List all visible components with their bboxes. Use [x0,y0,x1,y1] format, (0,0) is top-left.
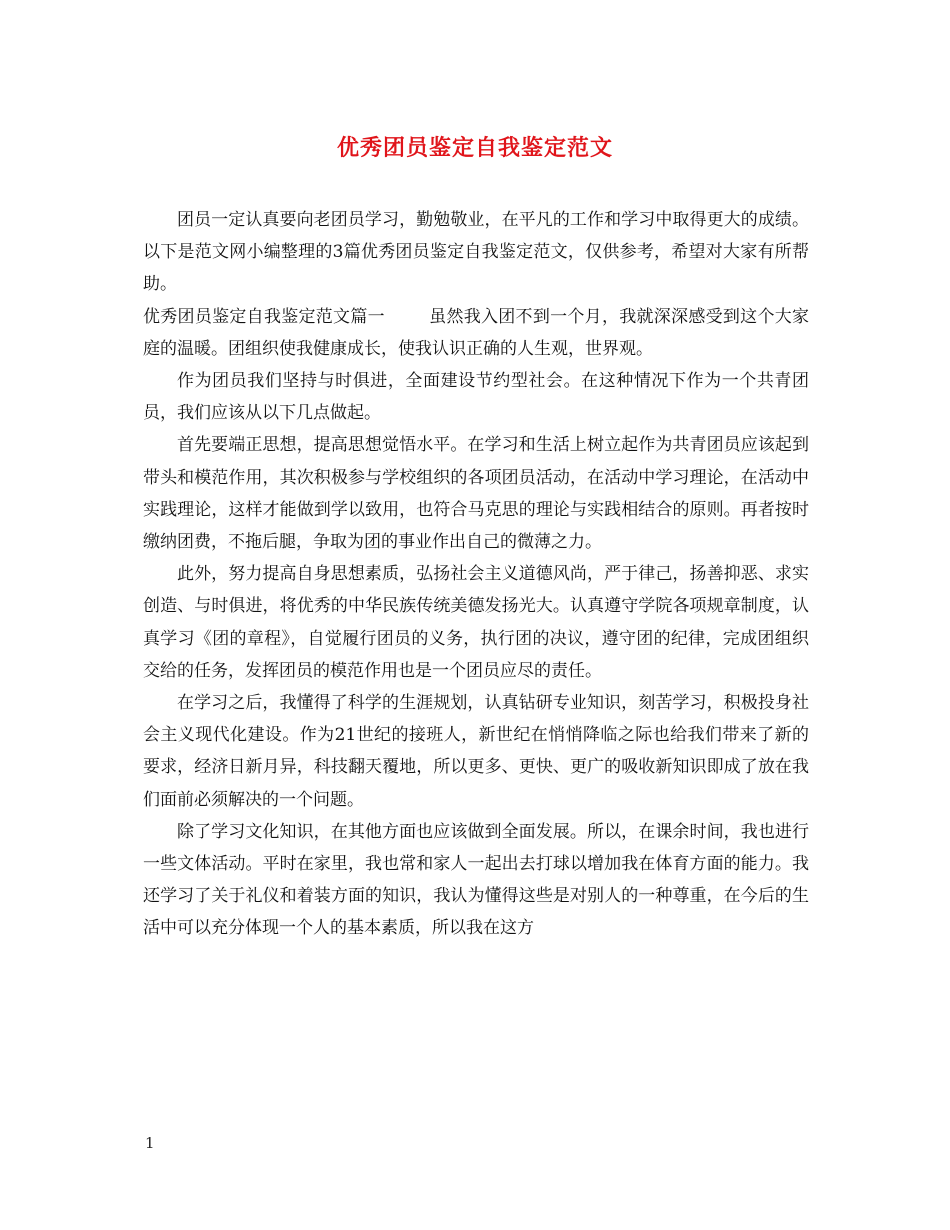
section-heading: 优秀团员鉴定自我鉴定范文篇一 [143,306,385,327]
body-paragraph: 首先要端正思想，提高思想觉悟水平。在学习和生活上树立起作为共青团员应该起到带头和模范作用，其次积极参与学校组织的各项团员活动，在活动中学习理论，在活动中实践理论，这样才能做到学以致用，也符合马克思的理论与实践相结合的原则。再者按时缴纳团费，不拖后腿，争取为团的事业作出自己的微薄之力。 [143,435,809,553]
body-paragraph: 作为团员我们坚持与时俱进，全面建设节约型社会。在这种情况下作为一个共青团员，我们应该从以下几点做起。 [143,371,809,424]
page-number: 1 [145,1134,155,1152]
document-body [143,204,809,945]
intro-paragraph: 团员一定认真要向老团员学习，勤勉敬业，在平凡的工作和学习中取得更大的成绩。以下是范文网小编整理的3篇优秀团员鉴定自我鉴定范文，仅供参考，希望对大家有所帮助。 [143,210,809,295]
document-title: 优秀团员鉴定自我鉴定范文 [336,135,613,161]
body-paragraph: 除了学习文化知识，在其他方面也应该做到全面发展。所以，在课余时间，我也进行一些文体活动。平时在家里，我也常和家人一起出去打球以增加我在体育方面的能力。我还学习了关于礼仪和着装方面的知识，我认为懂得这些是对别人的一种尊重，在今后的生活中可以充分体现一个人的基本素质，所以我在这方 [143,821,809,939]
section-first-text: 虽然我入团不到一个月，我就深深感受到这个大家庭的温暖。团组织使我健康成长，使我认识正确的人生观，世界观。 [143,306,810,359]
body-paragraph: 在学习之后，我懂得了科学的生涯规划，认真钻研专业知识，刻苦学习，积极投身社会主义现代化建设。作为21世纪的接班人，新世纪在悄悄降临之际也给我们带来了新的要求，经济日新月异，科技翻天覆地，所以更多、更快、更广的吸收新知识即成了放在我们面前必须解决的一个问题。 [143,693,809,810]
body-paragraph: 此外，努力提高自身思想素质，弘扬社会主义道德风尚，严于律己，扬善抑恶、求实创造、与时俱进，将优秀的中华民族传统美德发扬光大。认真遵守学院各项规章制度，认真学习《团的章程》，自觉履行团员的义务，执行团的决议，遵守团的纪律，完成团组织交给的任务，发挥团员的模范作用也是一个团员应尽的责任。 [143,564,809,681]
section-paragraph [143,301,809,365]
